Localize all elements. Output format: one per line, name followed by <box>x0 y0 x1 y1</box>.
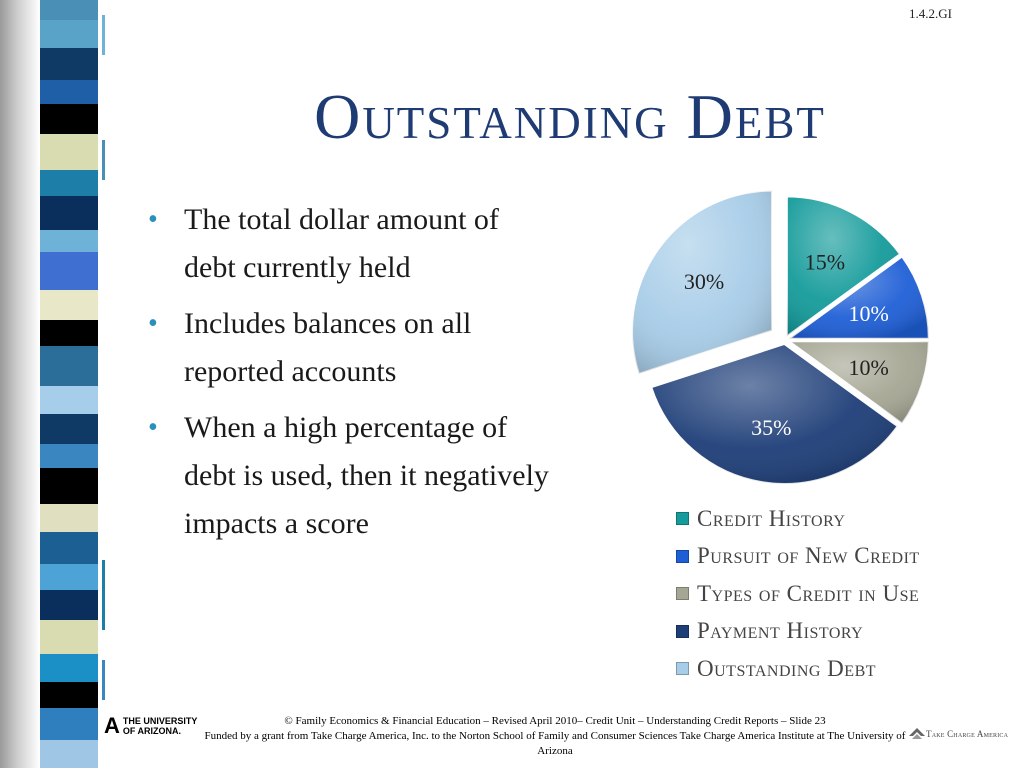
university-of-arizona-logo <box>104 713 198 738</box>
footer-line: © Family Economics & Financial Education – Revised April 2010– Credit Unit – Understanding Credit Reports – Slide 23 <box>284 715 826 727</box>
stripe-thin-segment <box>102 15 105 55</box>
legend-item <box>676 650 920 688</box>
stripe-thin-segment <box>102 560 105 630</box>
legend-label: Pursuit of New Credit <box>697 543 920 569</box>
stripe-segment <box>40 134 98 170</box>
stripe-segment <box>40 504 98 532</box>
stripe-segment <box>40 444 98 468</box>
legend-item <box>676 575 920 613</box>
stripe-segment <box>40 346 98 386</box>
stripe-segment <box>40 468 98 504</box>
legend-item <box>676 538 920 576</box>
stripe-segment <box>40 320 98 346</box>
legend-swatch-credit-history <box>676 512 689 525</box>
stripe-segment <box>40 708 98 740</box>
legend-swatch-pursuit-of-new-credit <box>676 550 689 563</box>
take-charge-america-logo <box>908 726 1008 742</box>
stripe-segment <box>40 414 98 444</box>
arizona-a-icon: A <box>104 713 120 738</box>
slide-id: 1.4.2.GI <box>909 6 952 21</box>
bullet-list <box>142 196 552 556</box>
legend-label: Payment History <box>697 618 864 644</box>
stripe-segment <box>40 740 98 768</box>
legend-label: Outstanding Debt <box>697 655 877 681</box>
stripe-segment <box>40 386 98 414</box>
stripe-segment <box>40 290 98 320</box>
legend-label: Types of Credit in Use <box>697 580 920 606</box>
pie-data-label: 15% <box>804 249 846 275</box>
bullet-item: • When a high percentage of debt is used, then it negatively impacts a score <box>142 404 552 548</box>
stripe-segment <box>40 80 98 104</box>
slide-title: Outstanding Debt <box>314 81 826 152</box>
stripe-shadow <box>0 0 40 768</box>
stripe-segment <box>40 20 98 48</box>
stripe-segment <box>40 104 98 134</box>
decorative-stripe-bar <box>0 0 120 768</box>
stripe-segment <box>40 196 98 230</box>
legend-item <box>676 500 920 538</box>
legend-swatch-types-of-credit <box>676 587 689 600</box>
bullet-item: • The total dollar amount of debt currently held <box>142 196 552 292</box>
stripe-segment <box>40 682 98 708</box>
chart-legend <box>676 500 920 688</box>
logo-line: THE UNIVERSITY <box>122 716 198 726</box>
stripe-segment <box>40 230 98 252</box>
legend-item <box>676 613 920 651</box>
logo-text: Take Charge America <box>926 729 1009 739</box>
stripe-segment <box>40 252 98 290</box>
stripe-thin-segment <box>102 660 105 700</box>
pie-data-label: 10% <box>848 355 889 381</box>
stripe-segment <box>40 532 98 564</box>
stripe-thin-segment <box>102 140 105 180</box>
stripe-segment <box>40 620 98 654</box>
legend-swatch-payment-history <box>676 625 689 638</box>
stripe-segment <box>40 0 98 20</box>
logo-line: OF ARIZONA. <box>122 726 182 736</box>
stripe-segment <box>40 170 98 196</box>
stripe-segment <box>40 48 98 80</box>
pie-chart <box>600 180 960 500</box>
bullet-item: • Includes balances on all reported accounts <box>142 300 552 396</box>
legend-label: Credit History <box>697 505 846 531</box>
footer-line: Funded by a grant from Take Charge America, Inc. to the Norton School of Family and Consumer Sciences Take Charge America Institute at The University of Arizona <box>204 730 906 757</box>
stripe-segment <box>40 590 98 620</box>
pie-data-label: 35% <box>751 414 792 440</box>
take-charge-america-icon <box>908 726 926 742</box>
stripe-segment <box>40 564 98 590</box>
stripe-segment <box>40 654 98 682</box>
legend-swatch-outstanding-debt <box>676 662 689 675</box>
pie-data-label: 30% <box>683 269 725 295</box>
pie-data-label: 10% <box>848 300 889 326</box>
footer <box>200 714 910 759</box>
